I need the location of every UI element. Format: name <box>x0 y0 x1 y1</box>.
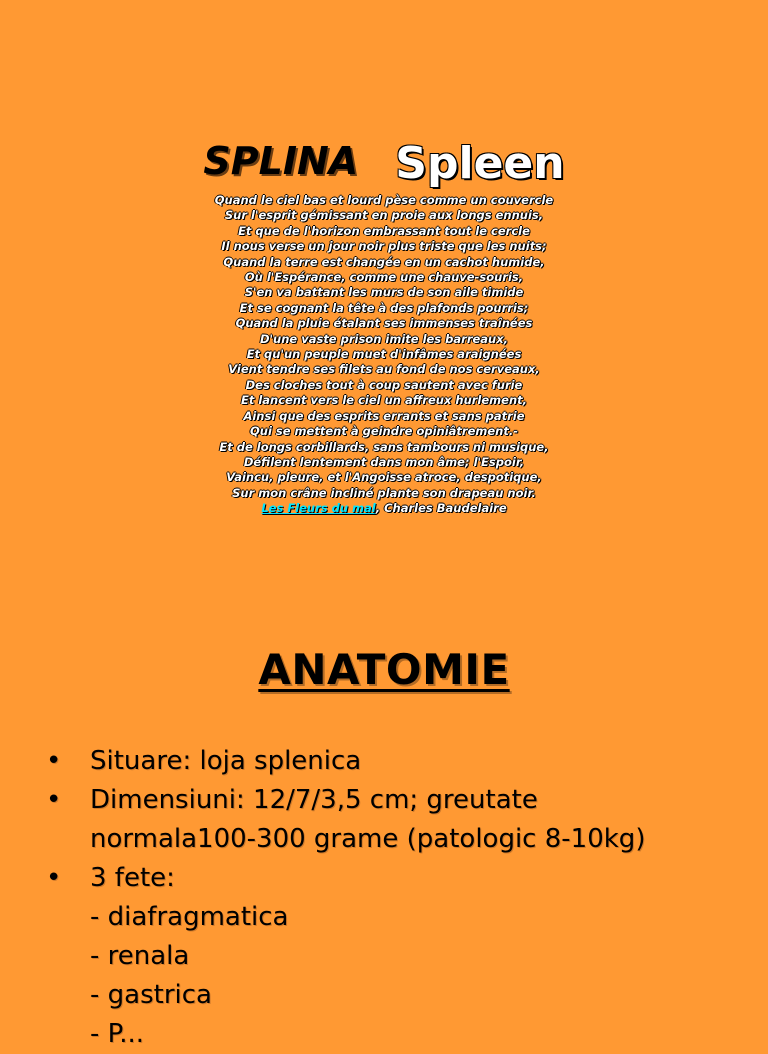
poem-line: Et qu'un peuple muet d'infâmes araignées <box>246 347 522 362</box>
fleurs-du-mal-link[interactable]: Les Fleurs du mal <box>261 501 376 516</box>
list-item-continuation: normala100-300 grame (patologic 8-10kg) <box>90 824 646 854</box>
bullet-icon: • <box>46 863 62 893</box>
title-romanian: SPLINA <box>203 139 359 183</box>
sub-item: - gastrica <box>90 980 212 1010</box>
list-item <box>0 742 768 781</box>
sub-item-partial: - P... <box>90 1019 145 1049</box>
credit-author: , Charles Baudelaire <box>375 501 507 516</box>
poem-line: Sur mon crâne incliné plante son drapeau noir. <box>232 485 536 500</box>
list-item-text: Dimensiuni: 12/7/3,5 cm; greutate <box>90 785 538 815</box>
poem-line: Des cloches tout à coup sautent avec furie <box>245 377 523 392</box>
poem-line: Vaincu, pleure, et l'Angoisse atroce, despotique, <box>226 470 542 485</box>
poem-line: Vient tendre ses filets au fond de nos cerveaux, <box>228 362 540 377</box>
poem-line: Et lancent vers le ciel un affreux hurlement, <box>240 393 528 408</box>
list-item <box>0 859 768 898</box>
sub-item: - renala <box>90 941 190 971</box>
poem-line: Quand la pluie étalant ses immenses traînées <box>235 316 533 331</box>
poem-line: Sur l'esprit gémissant en proie aux longs ennuis, <box>224 208 544 223</box>
poem-line: Défilent lentement dans mon âme; l'Espoir, <box>243 454 525 469</box>
poem-line: Quand la terre est changée en un cachot humide, <box>223 254 545 269</box>
poem-line: Et de longs corbillards, sans tambours ni musique, <box>219 439 549 454</box>
poem-credit <box>0 501 768 516</box>
poem-line: Ainsi que des esprits errants et sans patrie <box>243 408 525 423</box>
list-item <box>0 781 768 820</box>
poem-line: Et que de l'horizon embrassant tout le cercle <box>238 223 530 238</box>
poem-line: S'en va battant les murs de son aile timide <box>244 285 524 300</box>
slide-title <box>0 138 768 189</box>
list-item-text: Situare: loja splenica <box>90 746 362 776</box>
bullet-list <box>0 742 768 1054</box>
poem-line: Il nous verse un jour noir plus triste que les nuits; <box>221 239 547 254</box>
bullet-icon: • <box>46 785 62 815</box>
section-heading: ANATOMIE <box>258 645 510 694</box>
list-item-text: 3 fete: <box>90 863 175 893</box>
poem-line: Qui se mettent à geindre opiniâtrement.- <box>250 424 518 439</box>
sub-item: - diafragmatica <box>90 902 289 932</box>
slide-anatomie <box>0 620 768 1049</box>
title-english: Spleen <box>395 138 565 189</box>
poem-line: Quand le ciel bas et lourd pèse comme un couvercle <box>214 193 554 207</box>
bullet-icon: • <box>46 746 62 776</box>
poem-line: Et se cognant la tête à des plafonds pourris; <box>239 300 529 315</box>
poem-text <box>0 193 768 517</box>
poem-line: D'une vaste prison imite les barreaux, <box>259 331 509 346</box>
poem-line: Où l'Espérance, comme une chauve-souris, <box>244 270 524 285</box>
